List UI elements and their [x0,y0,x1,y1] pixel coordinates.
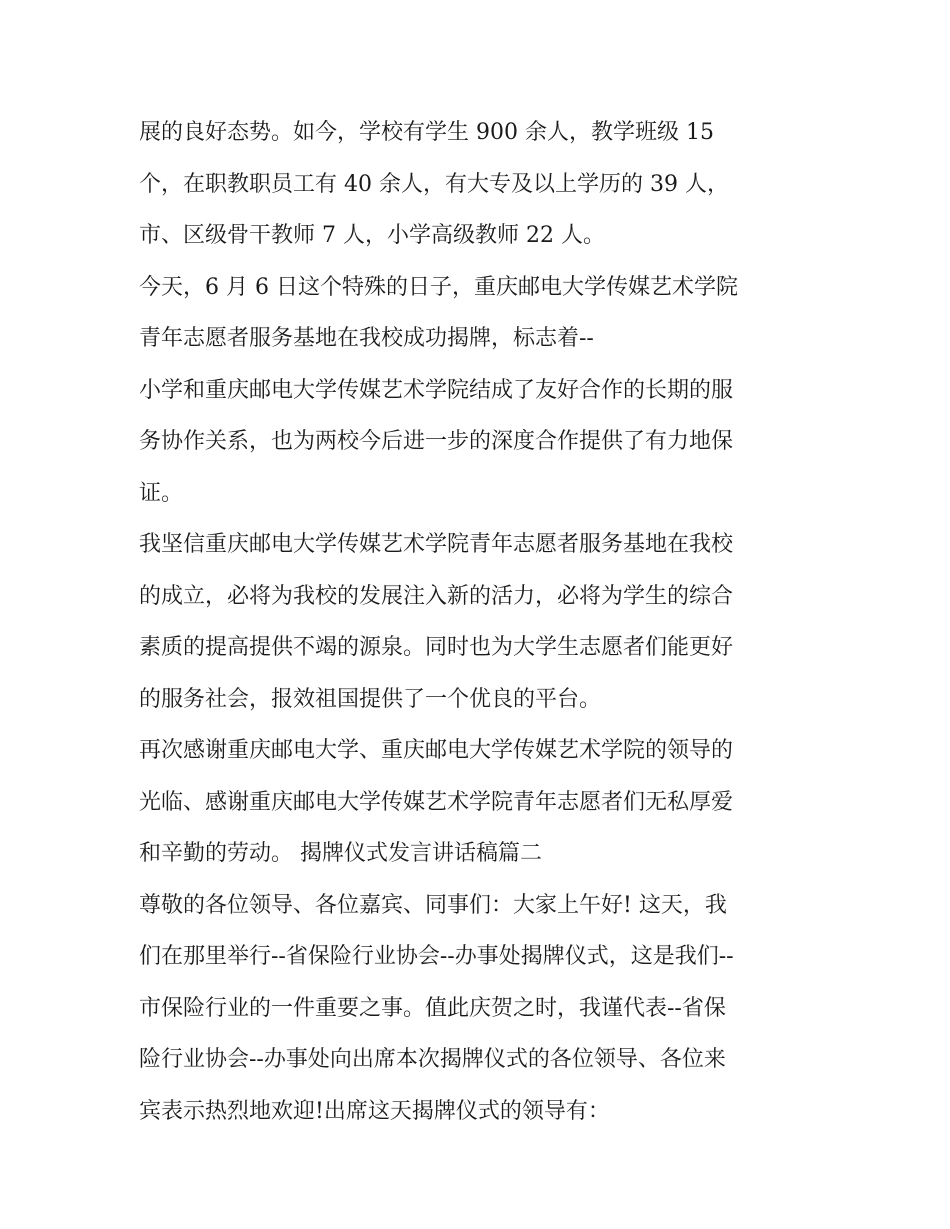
text-line: 尊敬的各位领导、各位嘉宾、同事们：大家上午好! 这天，我 [139,892,727,918]
text-line: 险行业协会--办事处向出席本次揭牌仪式的各位领导、各位来 [139,1047,726,1072]
document-body [139,107,819,1137]
text-line: 宾表示热烈地欢迎!出席这天揭牌仪式的领导有： [139,1098,610,1124]
text-line: 再次感谢重庆邮电大学、重庆邮电大学传媒艺术学院的领导的 [139,738,734,763]
text-line: 个，在职教职员工有 40 余人，有大专及以上学历的 39 人， [139,171,729,197]
text-line: 素质的提高提供不竭的源泉。同时也为大学生志愿者们能更好 [139,635,734,660]
text-line: 证。 [139,480,184,506]
text-line: 今天，6 月 6 日这个特殊的日子，重庆邮电大学传媒艺术学院 [139,274,738,300]
text-line: 我坚信重庆邮电大学传媒艺术学院青年志愿者服务基地在我校 [139,532,734,557]
text-line: 青年志愿者服务基地在我校成功揭牌，标志着-- [139,326,594,351]
text-line: 小学和重庆邮电大学传媒艺术学院结成了友好合作的长期的服 [139,377,734,403]
text-line: 市、区级骨干教师 7 人，小学高级教师 22 人。 [139,223,605,248]
text-line: 展的良好态势。如今，学校有学生 900 余人，教学班级 15 [139,120,714,145]
text-line: 和辛勤的劳动。 揭牌仪式发言讲话稿篇二 [139,841,542,866]
text-line: 的服务社会，报效祖国提供了一个优良的平台。 [139,686,602,712]
text-line: 们在那里举行--省保险行业协会--办事处揭牌仪式，这是我们-- [139,944,734,969]
text-line: 光临、感谢重庆邮电大学传媒艺术学院青年志愿者们无私厚爱 [139,789,734,815]
text-line: 市保险行业的一件重要之事。值此庆贺之时，我谨代表--省保 [139,995,726,1021]
text-line: 务协作关系，也为两校今后进一步的深度合作提供了有力地保 [139,429,734,454]
text-line: 的成立，必将为我校的发展注入新的活力，必将为学生的综合 [139,583,734,609]
